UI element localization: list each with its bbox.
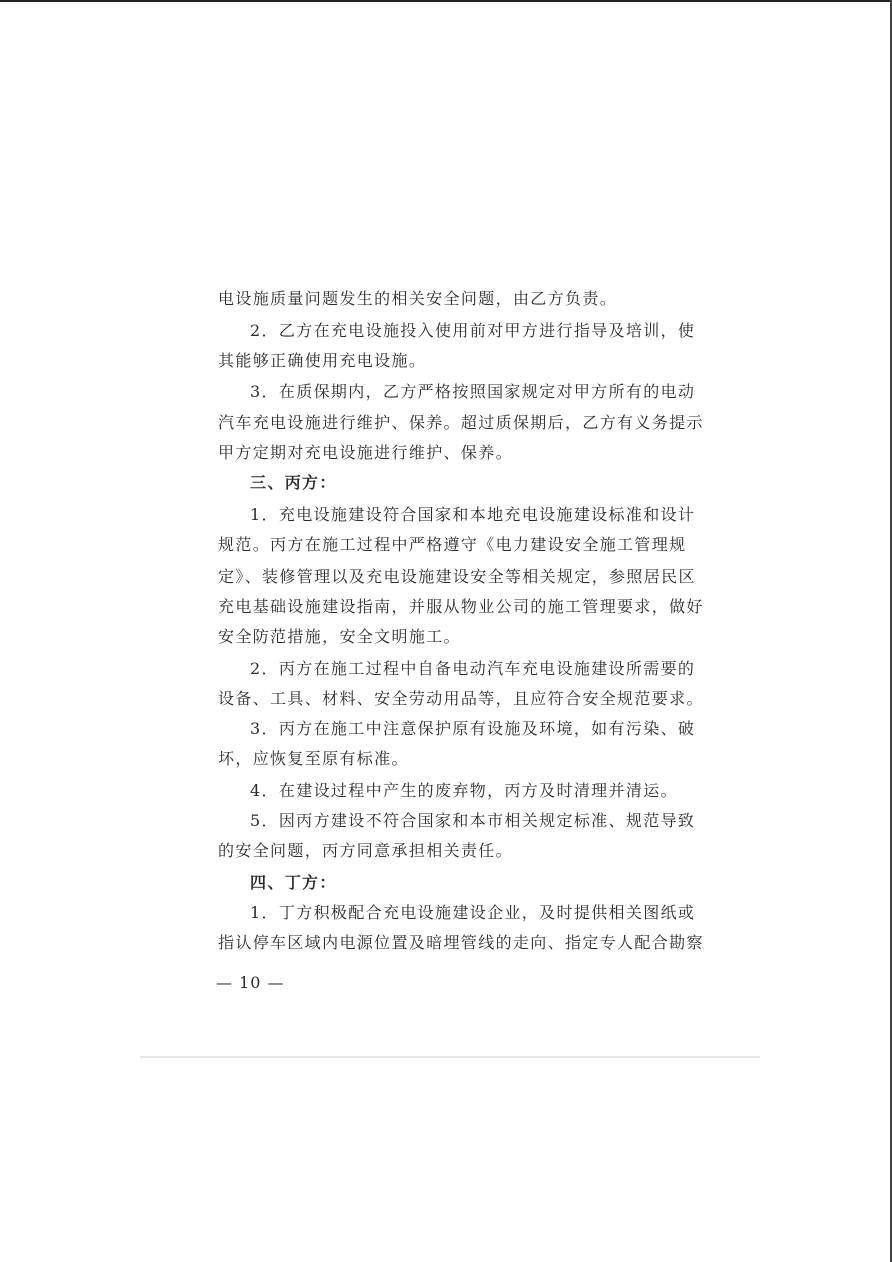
text-line: 指认停车区域内电源位置及暗埋管线的走向、指定专人配合勘察 — [218, 933, 704, 952]
text-line: 的安全问题，丙方同意承担相关责任。 — [218, 841, 513, 860]
text-line: 3．丙方在施工中注意保护原有设施及环境，如有污染、破 — [250, 719, 696, 738]
text-line: 坏，应恢复至原有标准。 — [218, 749, 409, 768]
text-line: 2．丙方在施工过程中自备电动汽车充电设施建设所需要的 — [250, 659, 696, 678]
page-number: — 10 — — [216, 973, 285, 992]
text-line: 汽车充电设施进行维护、保养。超过质保期后，乙方有义务提示 — [218, 413, 704, 432]
text-line: 安全防范措施，安全文明施工。 — [218, 627, 461, 646]
text-line: 3．在质保期内，乙方严格按照国家规定对甲方所有的电动 — [250, 382, 696, 401]
section-heading: 三、丙方： — [250, 473, 337, 492]
scan-border-top — [0, 0, 892, 2]
text-line: 1．丁方积极配合充电设施建设企业，及时提供相关图纸或 — [250, 903, 696, 922]
text-line: 甲方定期对充电设施进行维护、保养。 — [218, 443, 513, 462]
text-line: 规范。丙方在施工过程中严格遵守《电力建设安全施工管理规 — [218, 535, 687, 554]
text-line: 2．乙方在充电设施投入使用前对甲方进行指导及培训，使 — [250, 321, 696, 340]
text-line: 定》、装修管理以及充电设施建设安全等相关规定，参照居民区 — [218, 567, 696, 586]
text-line: 充电基础设施建设指南，并服从物业公司的施工管理要求，做好 — [218, 597, 704, 616]
text-line: 设备、工具、材料、安全劳动用品等，且应符合安全规范要求。 — [218, 689, 704, 708]
text-line: 1．充电设施建设符合国家和本地充电设施建设标准和设计 — [250, 505, 696, 524]
text-line: 电设施质量问题发生的相关安全问题，由乙方负责。 — [218, 289, 618, 308]
section-heading: 四、丁方： — [250, 873, 337, 892]
text-line: 5．因丙方建设不符合国家和本市相关规定标准、规范导致 — [250, 811, 696, 830]
scan-shadow-line — [140, 1056, 760, 1058]
text-line: 4．在建设过程中产生的废弃物，丙方及时清理并清运。 — [250, 781, 678, 800]
text-line: 其能够正确使用充电设施。 — [218, 351, 427, 370]
